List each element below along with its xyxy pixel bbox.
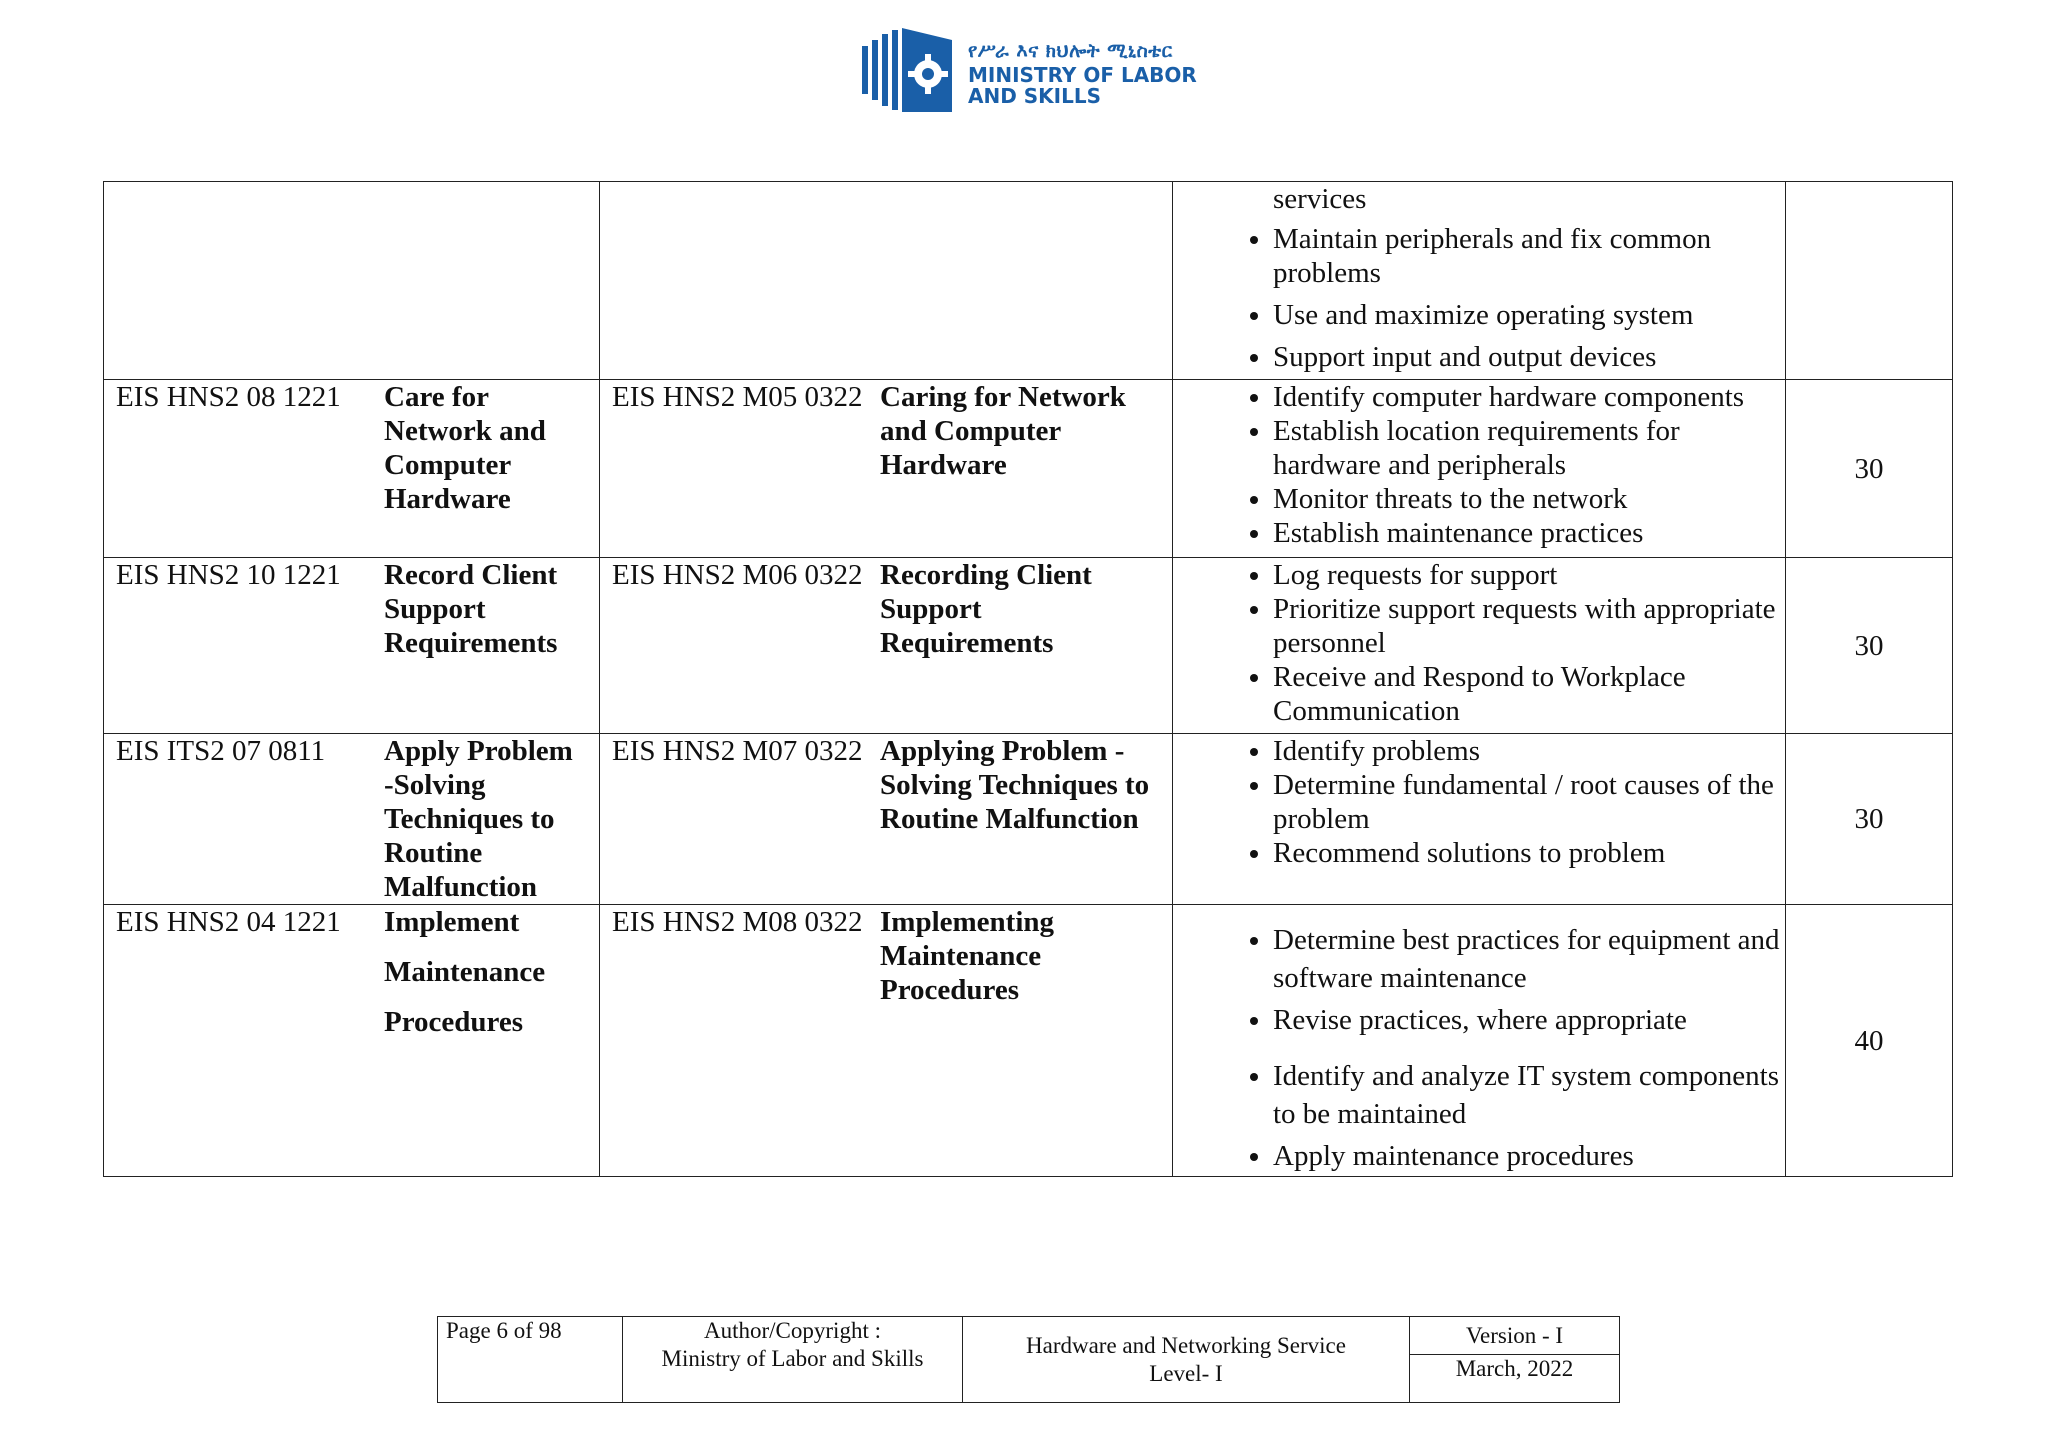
logo-line-1: MINISTRY OF LABOR (968, 63, 1197, 87)
nominal-hours: 40 (1786, 905, 1953, 1177)
page-footer (437, 1316, 1620, 1403)
outcome-continuation: services (1273, 183, 1367, 215)
list-item: • Monitor threats to the network (1273, 482, 1785, 516)
unit-cell (104, 182, 600, 380)
list-item: • Identify problems (1273, 734, 1785, 768)
version: Version - I (1410, 1317, 1620, 1355)
logo-line-2: AND SKILLS (968, 84, 1102, 108)
module-code: EIS HNS2 M07 0322 (612, 735, 863, 767)
module-code: EIS HNS2 M05 0322 (612, 381, 863, 413)
module-title: Implementing Maintenance Procedures (880, 906, 1054, 1006)
list-item: • Receive and Respond to Workplace Communication (1273, 660, 1785, 728)
list-item: • Establish maintenance practices (1273, 516, 1785, 550)
document-title-line: Hardware and Networking Service (1026, 1332, 1346, 1358)
table-row (104, 905, 1953, 1177)
nominal-hours: 30 (1786, 380, 1953, 558)
list-item: • Determine fundamental / root causes of the problem (1273, 768, 1785, 836)
list-item: • Identify and analyze IT system components to be maintained (1273, 1057, 1785, 1133)
unit-code: EIS HNS2 10 1221 (116, 559, 341, 591)
list-item: • Log requests for support (1273, 558, 1785, 592)
unit-title: Apply Problem -Solving Techniques to Routine Malfunction (384, 735, 573, 903)
nominal-hours: 30 (1786, 734, 1953, 905)
hours-cell (1786, 182, 1953, 380)
author-name: Ministry of Labor and Skills (661, 1346, 924, 1371)
unit-code: EIS ITS2 07 0811 (116, 735, 326, 767)
list-item: • Prioritize support requests with appropriate personnel (1273, 592, 1785, 660)
module-title: Caring for Network and Computer Hardware (880, 381, 1126, 481)
module-code: EIS HNS2 M08 0322 (612, 906, 863, 938)
list-item: • Determine best practices for equipment and software maintenance (1273, 921, 1785, 997)
author-label: Author/Copyright : (704, 1318, 881, 1343)
table-row-continuation (104, 182, 1953, 380)
list-item: • Apply maintenance procedures (1273, 1137, 1785, 1175)
table-row (104, 380, 1953, 558)
ministry-logo (862, 28, 1202, 114)
unit-title-line: Procedures (384, 1006, 524, 1038)
unit-title-line: Maintenance (384, 956, 546, 988)
list-item: • Maintain peripherals and fix common problems (1273, 222, 1785, 290)
unit-title: Care for Network and Computer Hardware (384, 381, 546, 515)
logo-amharic-text: የሥራ እና ክህሎት ሚኒስቴር (968, 40, 1173, 62)
unit-title: Record Client Support Requirements (384, 559, 558, 659)
list-item: • Use and maximize operating system (1273, 298, 1785, 332)
unit-code: EIS HNS2 04 1221 (116, 906, 341, 938)
list-item: • Identify computer hardware components (1273, 380, 1785, 414)
document-title (963, 1317, 1410, 1403)
unit-code: EIS HNS2 08 1221 (116, 381, 341, 413)
document-level: Level- I (1149, 1360, 1223, 1386)
outcomes-cell (1173, 182, 1786, 380)
curriculum-table (103, 181, 1953, 1177)
table-row (104, 558, 1953, 734)
ministry-logo-icon (862, 28, 954, 112)
author-cell (623, 1317, 963, 1403)
page-number: Page 6 of 98 (438, 1317, 623, 1403)
unit-title (384, 905, 545, 1055)
module-title: Recording Client Support Requirements (880, 559, 1092, 659)
list-item: • Support input and output devices (1273, 340, 1785, 374)
date: March, 2022 (1410, 1355, 1620, 1403)
module-cell (600, 182, 1173, 380)
unit-title-line: Implement (384, 906, 520, 938)
module-code: EIS HNS2 M06 0322 (612, 559, 863, 591)
nominal-hours: 30 (1786, 558, 1953, 734)
list-item: • Recommend solutions to problem (1273, 836, 1785, 870)
module-title: Applying Problem - Solving Techniques to Routine Malfunction (880, 735, 1150, 835)
table-row (104, 734, 1953, 905)
list-item: • Establish location requirements for hardware and peripherals (1273, 414, 1785, 482)
list-item: • Revise practices, where appropriate (1273, 1001, 1785, 1039)
